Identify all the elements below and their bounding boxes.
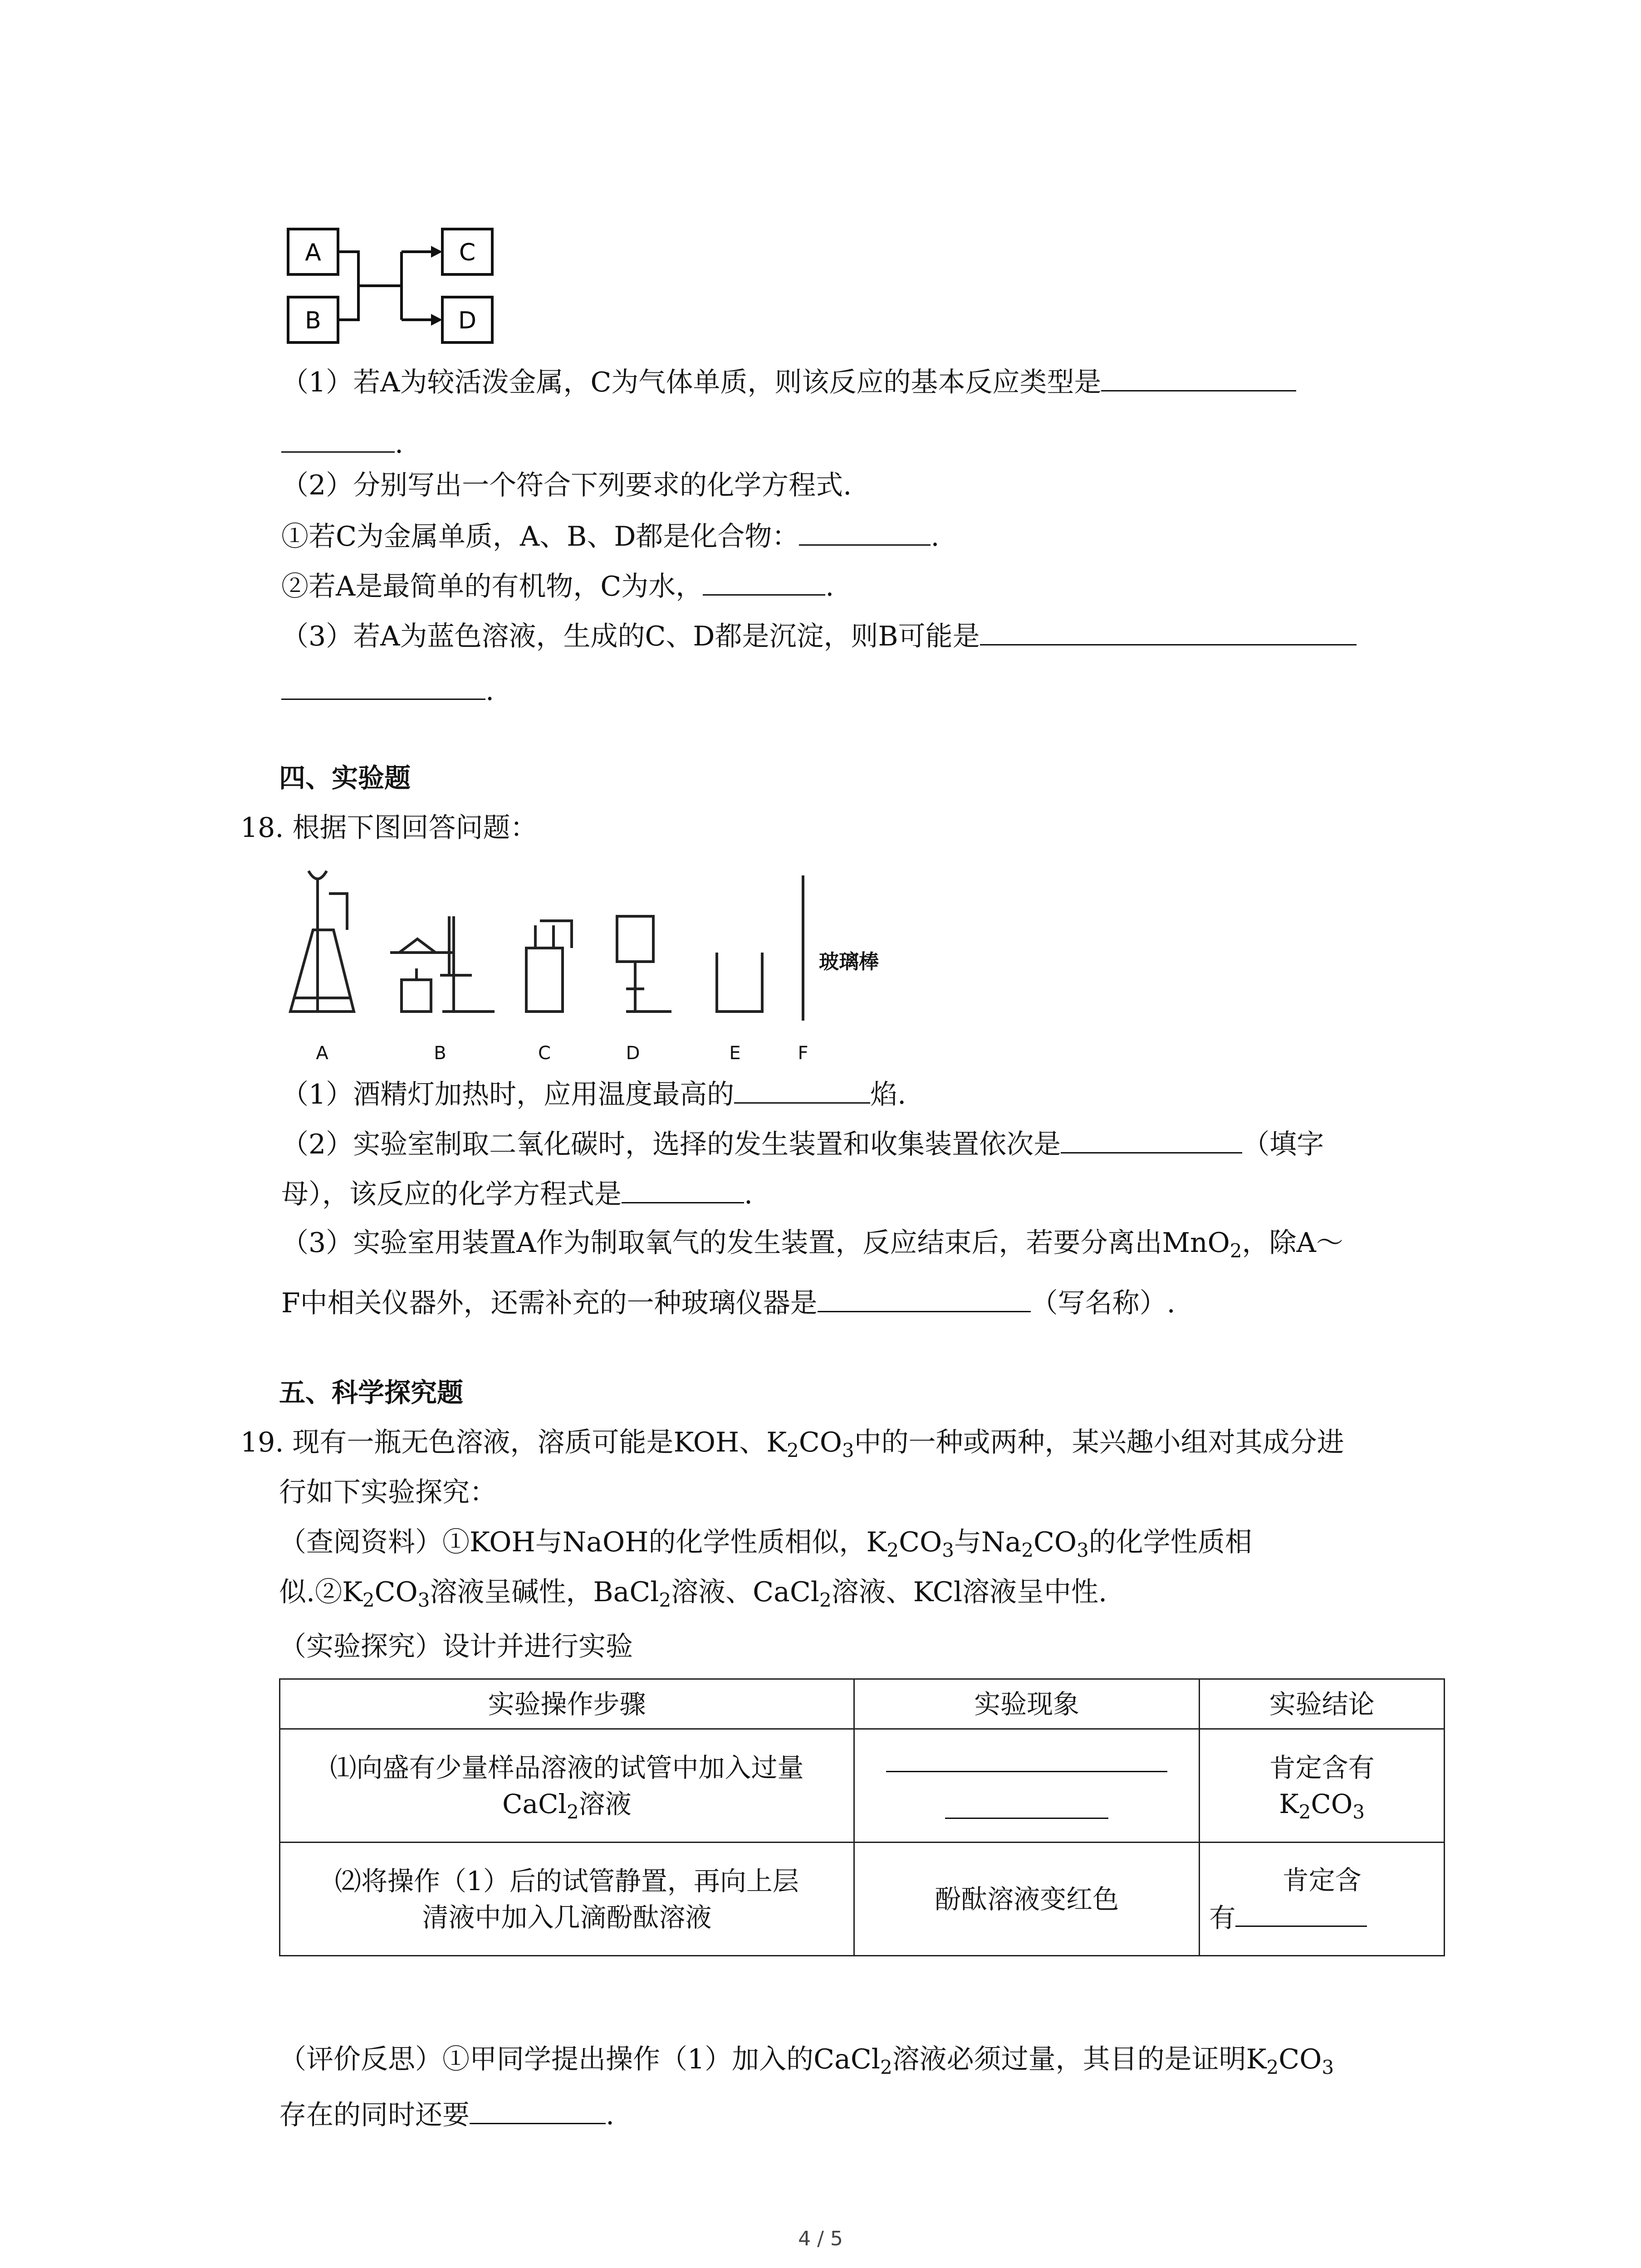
table-header-observation: 实验现象	[854, 1679, 1199, 1729]
q17-part3-cont: .	[281, 671, 494, 709]
apparatus-label-e: E	[729, 1043, 741, 1064]
answer-blank[interactable]	[1235, 1898, 1367, 1927]
experiment-table	[279, 1678, 1445, 1956]
table-header-row	[280, 1679, 1445, 1729]
apparatus-label-f: F	[798, 1043, 808, 1064]
reaction-flow-diagram	[281, 222, 517, 358]
q19-line5: （实验探究）设计并进行实验	[279, 1631, 633, 1662]
answer-blank[interactable]	[886, 1744, 1167, 1772]
apparatus-label-d: D	[626, 1043, 640, 1064]
answer-blank[interactable]	[1101, 363, 1296, 391]
box-a-label: A	[305, 239, 321, 266]
q18-part2-cont: 母），该反应的化学方程式是 .	[281, 1175, 753, 1212]
table-row	[280, 1729, 1445, 1843]
q17-part2: （2）分别写出一个符合下列要求的化学方程式.	[281, 469, 852, 501]
q17-part1-cont: .	[281, 424, 403, 462]
box-c-label: C	[459, 239, 476, 266]
table-header-step: 实验操作步骤	[280, 1679, 854, 1729]
row1-observation	[854, 1729, 1199, 1843]
apparatus-label-a: A	[316, 1043, 328, 1064]
answer-blank[interactable]	[734, 1075, 870, 1104]
answer-blank[interactable]	[281, 671, 485, 700]
q17-part2a: ①若C为金属单质，A、B、D都是化合物： .	[281, 517, 940, 555]
q17-part1: （1）若A为较活泼金属，C为气体单质，则该反应的基本反应类型是	[281, 363, 1296, 401]
apparatus-label-c: C	[538, 1043, 551, 1064]
q19-line4: 似$.②K_2CO_3$溶液呈碱性，BaCl$_2$溶液、CaCl$_2$溶液、KCl溶液呈中性.	[279, 1576, 1107, 1611]
answer-blank[interactable]	[281, 424, 395, 453]
answer-blank[interactable]	[818, 1284, 1031, 1312]
apparatus-label-b: B	[434, 1043, 446, 1064]
answer-blank[interactable]	[470, 2096, 606, 2124]
q18-part2: （2）实验室制取二氧化碳时，选择的发生装置和收集装置依次是 （填字	[281, 1125, 1324, 1163]
q18-part3: （3）实验室用装置A作为制取氧气的发生装置，反应结束后，若要分离出MnO$_2$，除A～	[281, 1227, 1343, 1262]
table-row	[280, 1843, 1445, 1956]
row2-observation: 酚酞溶液变红色	[854, 1843, 1199, 1956]
row1-step: ⑴向盛有少量样品溶液的试管中加入过量 CaCl$_2$溶液	[280, 1729, 854, 1843]
q18-part3-cont: F中相关仪器外，还需补充的一种玻璃仪器是 （写名称）.	[281, 1284, 1176, 1321]
row2-conclusion: 肯定含 有	[1200, 1843, 1445, 1956]
page-number: 4 / 5	[798, 2227, 843, 2250]
q19-line1: 19. 现有一瓶无色溶液，溶质可能是KOH、$K_2CO_3$中的一种或两种，某兴趣小组对其成分进	[240, 1427, 1344, 1461]
q19-line2: 行如下实验探究：	[279, 1476, 497, 1508]
row2-step: ⑵将操作（1）后的试管静置，再向上层 清液中加入几滴酚酞溶液	[280, 1843, 854, 1956]
q19-eval-line1: （评价反思）①甲同学提出操作（1）加入的CaCl$_2$溶液必须过量，其目的是证明$K_2CO_3$	[279, 2043, 1334, 2078]
answer-blank[interactable]	[945, 1790, 1108, 1819]
section-heading-inquiry: 五、科学探究题	[279, 1377, 464, 1408]
q17-part2b: ②若A是最简单的有机物，C为水， .	[281, 567, 834, 605]
table-header-conclusion: 实验结论	[1200, 1679, 1445, 1729]
row1-conclusion: 肯定含有 $K_2CO_3$	[1200, 1729, 1445, 1843]
answer-blank[interactable]	[799, 517, 931, 546]
answer-blank[interactable]	[980, 617, 1357, 645]
q18-intro: 18. 根据下图回答问题：	[240, 812, 538, 844]
answer-blank[interactable]	[1061, 1125, 1242, 1154]
box-b-label: B	[305, 307, 321, 334]
box-d-label: D	[458, 307, 477, 334]
section-heading-experiment: 四、实验题	[279, 763, 411, 793]
answer-blank[interactable]	[703, 567, 825, 596]
q18-part1: （1）酒精灯加热时，应用温度最高的 焰.	[281, 1075, 906, 1113]
answer-blank[interactable]	[622, 1175, 744, 1203]
q17-part3: （3）若A为蓝色溶液，生成的C、D都是沉淀，则B可能是	[281, 617, 1357, 655]
q19-eval-line2: 存在的同时还要 .	[279, 2096, 614, 2133]
q19-line3: （查阅资料）①KOH与NaOH的化学性质相似，$K_2CO_3$与$Na_2CO_3$的化学性质相	[279, 1526, 1252, 1561]
glass-rod-label: 玻璃棒	[819, 950, 879, 973]
apparatus-figure	[281, 862, 962, 1070]
